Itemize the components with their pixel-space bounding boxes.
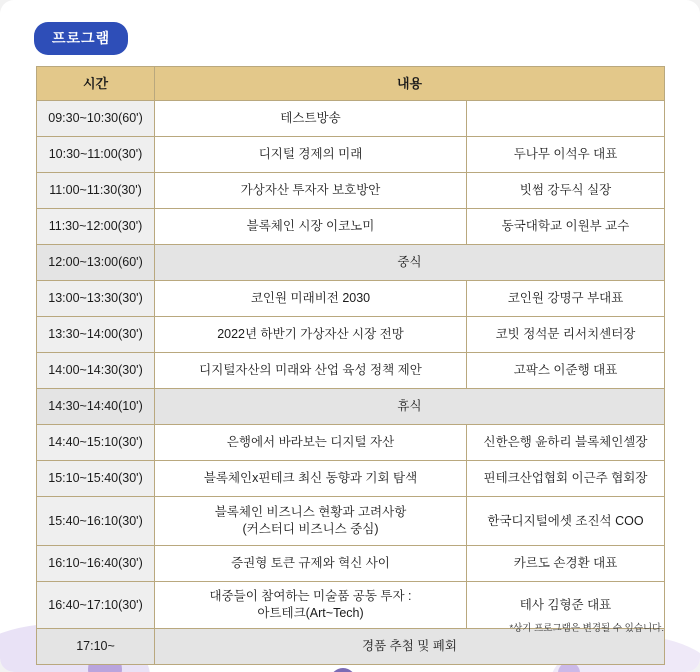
- schedule-table: [36, 66, 665, 665]
- cell-time: 14:00~14:30(30'): [37, 353, 155, 389]
- cell-speaker: 테사 김형준 대표: [467, 582, 665, 629]
- table-row: [37, 137, 665, 173]
- cell-title: 코인원 미래비전 2030: [155, 281, 467, 317]
- cell-time: 10:30~11:00(30'): [37, 137, 155, 173]
- table-row: [37, 461, 665, 497]
- table-row: [37, 497, 665, 546]
- cell-title: 휴식: [155, 389, 665, 425]
- column-header-content: 내용: [155, 67, 665, 101]
- cell-title: 디지털자산의 미래와 산업 육성 정책 제안: [155, 353, 467, 389]
- cell-title: 디지털 경제의 미래: [155, 137, 467, 173]
- table-header-row: [37, 67, 665, 101]
- cell-speaker: 코인원 강명구 부대표: [467, 281, 665, 317]
- cell-speaker: 한국디지털에셋 조진석 COO: [467, 497, 665, 546]
- table-header: [37, 67, 665, 101]
- cell-title: 경품 추첨 및 폐회: [155, 629, 665, 665]
- cell-time: 12:00~13:00(60'): [37, 245, 155, 281]
- table-row: [37, 173, 665, 209]
- cell-speaker: 신한은행 윤하리 블록체인셀장: [467, 425, 665, 461]
- cell-time: 14:30~14:40(10'): [37, 389, 155, 425]
- cell-speaker: [467, 101, 665, 137]
- cell-title: 중식: [155, 245, 665, 281]
- cell-speaker: 카르도 손경환 대표: [467, 546, 665, 582]
- cell-time: 17:10~: [37, 629, 155, 665]
- section-badge: 프로그램: [34, 22, 128, 55]
- cell-title: [155, 582, 467, 629]
- cell-title: [155, 497, 467, 546]
- cell-speaker: 코빗 정석문 리서치센터장: [467, 317, 665, 353]
- cell-speaker: 빗썸 강두식 실장: [467, 173, 665, 209]
- cell-time: 16:10~16:40(30'): [37, 546, 155, 582]
- column-header-time: 시간: [37, 67, 155, 101]
- table-row: [37, 425, 665, 461]
- cell-title: 증권형 토큰 규제와 혁신 사이: [155, 546, 467, 582]
- table-row: [37, 353, 665, 389]
- cell-time: 13:30~14:00(30'): [37, 317, 155, 353]
- cell-time: 15:40~16:10(30'): [37, 497, 155, 546]
- cell-title: 블록체인 시장 이코노미: [155, 209, 467, 245]
- cell-speaker: 핀테크산업협회 이근주 협회장: [467, 461, 665, 497]
- cell-time: 09:30~10:30(60'): [37, 101, 155, 137]
- cell-speaker: 동국대학교 이원부 교수: [467, 209, 665, 245]
- cell-title-line1: 블록체인 비즈니스 현황과 고려사항: [214, 505, 407, 520]
- cell-speaker: 두나무 이석우 대표: [467, 137, 665, 173]
- cell-title-line2: 아트테크(Art~Tech): [257, 606, 364, 620]
- cell-time: 11:00~11:30(30'): [37, 173, 155, 209]
- cell-title: 2022년 하반기 가상자산 시장 전망: [155, 317, 467, 353]
- table-row: [37, 209, 665, 245]
- table-row-break: [37, 389, 665, 425]
- cell-time: 13:00~13:30(30'): [37, 281, 155, 317]
- cell-time: 11:30~12:00(30'): [37, 209, 155, 245]
- table-row: [37, 101, 665, 137]
- schedule-table-wrapper: [36, 66, 664, 665]
- table-row-break: [37, 245, 665, 281]
- cell-speaker: 고팍스 이준행 대표: [467, 353, 665, 389]
- cell-title: 은행에서 바라보는 디지털 자산: [155, 425, 467, 461]
- footnote: *상기 프로그램은 변경될 수 있습니다.: [509, 623, 664, 634]
- cell-time: 15:10~15:40(30'): [37, 461, 155, 497]
- cell-title: 블록체인x핀테크 최신 동향과 기회 탐색: [155, 461, 467, 497]
- table-row: [37, 546, 665, 582]
- decorative-dot-violet: [330, 668, 356, 672]
- cell-title: 가상자산 투자자 보호방안: [155, 173, 467, 209]
- cell-time: 16:40~17:10(30'): [37, 582, 155, 629]
- table-body: [37, 101, 665, 665]
- cell-title-line1: 대중들이 참여하는 미술품 공동 투자 :: [209, 589, 412, 604]
- cell-time: 14:40~15:10(30'): [37, 425, 155, 461]
- cell-title: 테스트방송: [155, 101, 467, 137]
- table-row: [37, 317, 665, 353]
- table-row: [37, 281, 665, 317]
- cell-title-line2: (커스터디 비즈니스 중심): [242, 522, 379, 536]
